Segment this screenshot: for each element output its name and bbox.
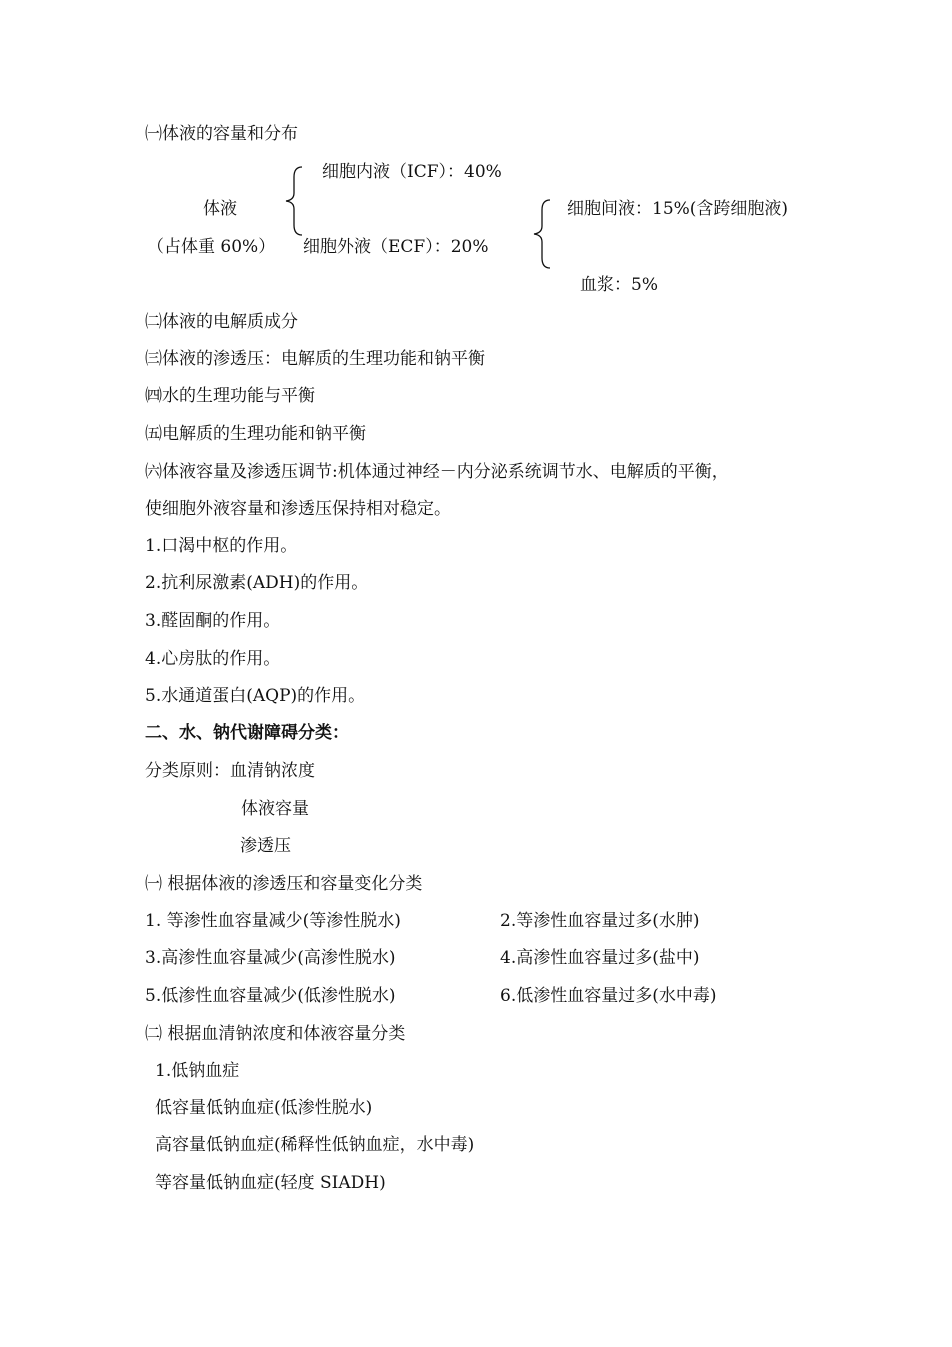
list-item: 低容量低钠血症(低渗性脱水) bbox=[155, 1098, 373, 1118]
list-item: 等容量低钠血症(轻度 SIADH) bbox=[155, 1173, 386, 1193]
grid-cell: 4.高渗性血容量过多(盐中) bbox=[500, 948, 700, 968]
grid-cell: 5.低渗性血容量减少(低渗性脱水) bbox=[145, 986, 396, 1006]
list-item: 2.抗利尿激素(ADH)的作用。 bbox=[145, 573, 369, 593]
diagram-icf: 细胞内液（ICF）：40% bbox=[322, 162, 502, 182]
principle-label: 分类原则：血清钠浓度 bbox=[145, 761, 315, 781]
heading-regulation: ㈥体液容量及渗透压调节:机体通过神经－内分泌系统调节水、电解质的平衡， bbox=[145, 462, 729, 482]
list-item: 1.口渴中枢的作用。 bbox=[145, 536, 298, 556]
heading-electrolyte-function: ㈤电解质的生理功能和钠平衡 bbox=[145, 424, 366, 444]
grid-cell: 1. 等渗性血容量减少(等渗性脱水) bbox=[145, 911, 401, 931]
grid-cell: 6.低渗性血容量过多(水中毒) bbox=[500, 986, 717, 1006]
list-item: 3.醛固酮的作用。 bbox=[145, 611, 281, 631]
diagram-interstitial: 细胞间液：15%(含跨细胞液) bbox=[567, 199, 789, 219]
section-title: 二、水、钠代谢障碍分类： bbox=[145, 723, 349, 743]
list-item: 5.水通道蛋白(AQP)的作用。 bbox=[145, 686, 366, 706]
grid-cell: 2.等渗性血容量过多(水肿) bbox=[500, 911, 700, 931]
grid-cell: 3.高渗性血容量减少(高渗性脱水) bbox=[145, 948, 396, 968]
heading-fluid-volume: ㈠体液的容量和分布 bbox=[145, 124, 298, 144]
heading-osmotic: ㈢体液的渗透压：电解质的生理功能和钠平衡 bbox=[145, 349, 485, 369]
heading-electrolytes: ㈡体液的电解质成分 bbox=[145, 312, 298, 332]
diagram-root-note: （占体重 60%） bbox=[147, 237, 276, 257]
heading-water: ㈣水的生理功能与平衡 bbox=[145, 386, 315, 406]
subheading-sodium-volume: ㈡ 根据血清钠浓度和体液容量分类 bbox=[145, 1024, 406, 1044]
list-item: 高容量低钠血症(稀释性低钠血症，水中毒) bbox=[155, 1135, 475, 1155]
right-brace bbox=[530, 198, 560, 270]
diagram-ecf: 细胞外液（ECF）：20% bbox=[303, 237, 489, 257]
diagram-root: 体液 bbox=[203, 199, 237, 219]
principle-volume: 体液容量 bbox=[241, 799, 309, 819]
left-brace bbox=[282, 165, 312, 237]
hyponatremia-title: 1.低钠血症 bbox=[155, 1061, 240, 1081]
list-item: 4.心房肽的作用。 bbox=[145, 649, 281, 669]
principle-osmotic: 渗透压 bbox=[240, 836, 291, 856]
diagram-plasma: 血浆：5% bbox=[580, 275, 658, 295]
regulation-cont: 使细胞外液容量和渗透压保持相对稳定。 bbox=[145, 499, 451, 519]
subheading-osmotic-volume: ㈠ 根据体液的渗透压和容量变化分类 bbox=[145, 874, 423, 894]
